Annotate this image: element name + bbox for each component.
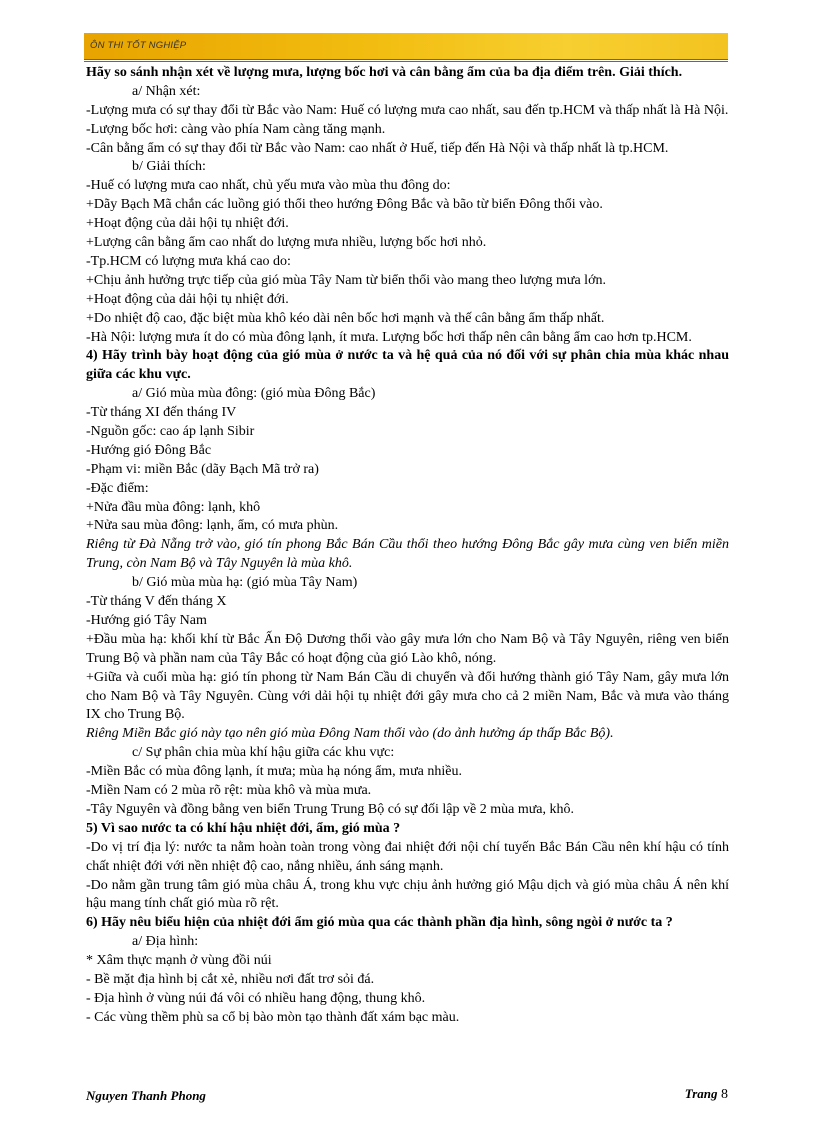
footer-page <box>685 1086 728 1103</box>
paragraph: +Đầu mùa hạ: khối khí từ Bắc Ấn Độ Dương thổi vào gây mưa lớn cho Nam Bộ và Tây Nguyên, riêng ven biển Trung Bộ và phần nam của Tây Bắc có hoạt động của gió Lào khô, nóng. <box>86 631 729 666</box>
paragraph: 4) Hãy trình bày hoạt động của gió mùa ở nước ta và hệ quả của nó đối với sự phân chia mùa khác nhau giữa các khu vực. <box>86 348 729 383</box>
page-label: Trang <box>684 1086 718 1101</box>
document-body <box>86 64 729 1028</box>
paragraph: a/ Địa hình: <box>132 934 199 950</box>
paragraph: +Chịu ảnh hưởng trực tiếp của gió mùa Tây Nam từ biển thổi vào mang theo lượng mưa lớn. <box>86 272 606 288</box>
paragraph: a/ Nhận xét: <box>132 83 201 99</box>
paragraph: Hãy so sánh nhận xét về lượng mưa, lượng bốc hơi và cân bằng ẩm của ba địa điểm trên. Giải thích. <box>86 65 683 80</box>
header-bar <box>84 33 728 60</box>
paragraph: c/ Sự phân chia mùa khí hậu giữa các khu vực: <box>132 745 395 761</box>
paragraph: -Đặc điểm: <box>86 480 149 496</box>
paragraph: +Nửa đầu mùa đông: lạnh, khô <box>86 499 261 515</box>
paragraph: -Miền Nam có 2 mùa rõ rệt: mùa khô và mùa mưa. <box>86 783 372 799</box>
paragraph: -Do vị trí địa lý: nước ta nằm hoàn toàn trong vòng đai nhiệt đới nội chí tuyến Bắc Bán Cầu nên khí hậu có tính chất nhiệt đới với nền nhiệt độ cao, nắng nhiều, ánh sáng mạnh. <box>86 839 729 874</box>
paragraph: Riêng Miền Bắc gió này tạo nên gió mùa Đông Nam thổi vào (do ảnh hưởng áp thấp Bắc Bộ). <box>86 726 614 742</box>
paragraph: 6) Hãy nêu biểu hiện của nhiệt đới ẩm gió mùa qua các thành phần địa hình, sông ngòi ở nước ta ? <box>86 915 673 931</box>
paragraph: -Lượng bốc hơi: càng vào phía Nam càng tăng mạnh. <box>86 121 386 137</box>
paragraph: b/ Gió mùa mùa hạ: (gió mùa Tây Nam) <box>132 575 358 591</box>
paragraph: -Tp.HCM có lượng mưa khá cao do: <box>86 253 291 269</box>
paragraph: +Hoạt động của dải hội tụ nhiệt đới. <box>86 216 289 232</box>
paragraph: 5) Vì sao nước ta có khí hậu nhiệt đới, ẩm, gió mùa ? <box>86 820 401 836</box>
page-number: 8 <box>721 1087 728 1102</box>
paragraph: +Nửa sau mùa đông: lạnh, ẩm, có mưa phùn. <box>86 518 339 534</box>
paragraph: - Địa hình ở vùng núi đá vôi có nhiều hang động, thung khô. <box>86 990 426 1006</box>
header-label: ÔN THI TỐT NGHIỆP <box>90 40 187 51</box>
paragraph: b/ Giải thích: <box>132 159 206 175</box>
paragraph: -Hướng gió Đông Bắc <box>86 442 212 458</box>
footer-author: Nguyen Thanh Phong <box>86 1088 206 1103</box>
paragraph: +Dãy Bạch Mã chắn các luồng gió thổi theo hướng Đông Bắc và bão từ biển Đông thổi vào. <box>86 197 603 213</box>
paragraph: -Lượng mưa có sự thay đổi từ Bắc vào Nam: Huế có lượng mưa cao nhất, sau đến tp.HCM và thấp nhất là Hà Nội. <box>86 102 729 118</box>
paragraph: -Hà Nội: lượng mưa ít do có mùa đông lạnh, ít mưa. Lượng bốc hơi thấp nên cân bằng ẩm cao hơn tp.HCM. <box>86 329 692 345</box>
paragraph: +Hoạt động của dải hội tụ nhiệt đới. <box>86 291 289 307</box>
paragraph: -Huế có lượng mưa cao nhất, chủ yếu mưa vào mùa thu đông do: <box>86 178 451 194</box>
paragraph: -Phạm vi: miền Bắc (dãy Bạch Mã trở ra) <box>86 461 319 477</box>
paragraph: +Do nhiệt độ cao, đặc biệt mùa khô kéo dài nên bốc hơi mạnh và thế cân bằng ẩm thấp nhất. <box>86 310 605 326</box>
paragraph: -Do nằm gần trung tâm gió mùa châu Á, trong khu vực chịu ảnh hưởng gió Mậu dịch và gió mùa châu Á nên khí hậu mang tính chất gió mùa rõ rệt. <box>86 877 729 912</box>
paragraph: -Nguồn gốc: cao áp lạnh Sibir <box>86 424 255 439</box>
paragraph: - Bề mặt địa hình bị cắt xẻ, nhiều nơi đất trơ sỏi đá. <box>86 972 375 987</box>
paragraph: a/ Gió mùa mùa đông: (gió mùa Đông Bắc) <box>132 386 376 402</box>
paragraph: +Lượng cân bằng ẩm cao nhất do lượng mưa nhiều, lượng bốc hơi nhỏ. <box>86 235 487 251</box>
paragraph: -Tây Nguyên và đồng bằng ven biển Trung Trung Bộ có sự đối lập về 2 mùa mưa, khô. <box>86 801 575 817</box>
paragraph: -Miền Bắc có mùa đông lạnh, ít mưa; mùa hạ nóng ẩm, mưa nhiều. <box>86 764 462 780</box>
paragraph: -Từ tháng V đến tháng X <box>86 594 227 610</box>
paragraph: - Các vùng thềm phù sa cổ bị bào mòn tạo thành đất xám bạc màu. <box>86 1009 460 1025</box>
paragraph: -Cân bằng ẩm có sự thay đổi từ Bắc vào Nam: cao nhất ở Huế, tiếp đến Hà Nội và thấp nhất là tp.HCM. <box>86 140 669 156</box>
paragraph: Riêng từ Đà Nẵng trở vào, gió tín phong Bắc Bán Cầu thổi theo hướng Đông Bắc gây mưa cùng ven biển miền Trung, còn Nam Bộ và Tây Nguyên là mùa khô. <box>86 537 729 572</box>
paragraph: +Giữa và cuối mùa hạ: gió tín phong từ Nam Bán Cầu di chuyển và đổi hướng thành gió Tây Nam, gây mưa lớn cho Nam Bộ và Tây Nguyên. Cùng với dải hội tụ nhiệt đới gây mưa cho cả 2 miền Nam, Bắc và mưa vào tháng IX cho Trung Bộ. <box>86 669 729 723</box>
paragraph: -Từ tháng XI đến tháng IV <box>86 405 237 421</box>
paragraph: * Xâm thực mạnh ở vùng đồi núi <box>86 953 272 969</box>
paragraph: -Hướng gió Tây Nam <box>86 612 207 628</box>
header-rule <box>84 61 728 62</box>
